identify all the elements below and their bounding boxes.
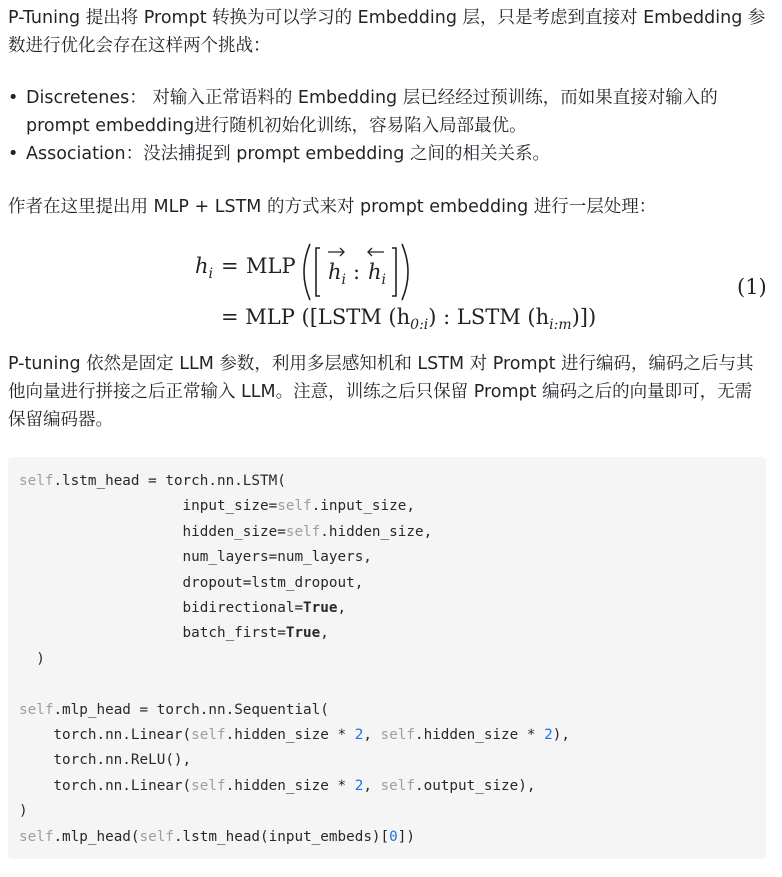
eq-h-backward-sub: i: [381, 272, 387, 289]
conclusion-line-1: P-tuning 依然是固定 LLM 参数，利用多层感知机和 LSTM 对 Prompt 进行编码，编码之后与其: [8, 354, 754, 374]
eq-h-forward-sub: i: [341, 272, 347, 289]
list-item-line-2: prompt embedding进行随机初始化训练，容易陷入局部最优。: [26, 116, 527, 136]
intro-paragraph: [8, 4, 774, 60]
code-line: torch.nn.Linear(self.hidden_size * 2, self.output_size),: [19, 777, 536, 794]
list-item-line-1: Discretenes： 对输入正常语料的 Embedding 层已经经过预训练，而如果直接对输入的: [26, 88, 718, 108]
list-item-discreteness: [8, 84, 774, 140]
code-line: ): [19, 650, 45, 667]
eq-h-backward-letter: h: [368, 260, 382, 284]
list-item-association: [8, 140, 774, 168]
equation-row-1: [195, 254, 213, 282]
bullet-marker: •: [8, 88, 19, 108]
conclusion-paragraph: [8, 350, 774, 434]
eq-h-backward: [368, 260, 386, 288]
code-line: ): [19, 803, 28, 820]
code-line: dropout=lstm_dropout,: [19, 574, 364, 591]
code-line: bidirectional=True,: [19, 600, 347, 616]
eq-h-forward-letter: h: [328, 260, 342, 284]
code-line: torch.nn.ReLU(),: [19, 752, 192, 769]
intro-line-1: P-Tuning 提出将 Prompt 转换为可以学习的 Embedding 层，只是考虑到直接对 Embedding 参: [8, 8, 766, 28]
conclusion-line-3: 保留编码器。: [8, 410, 113, 430]
code-block[interactable]: [8, 457, 766, 859]
eq-lhs: h: [195, 254, 209, 278]
code-line: torch.nn.Linear(self.hidden_size * 2, self.hidden_size * 2),: [19, 727, 570, 743]
eq-colon: :: [353, 260, 361, 284]
code-line: self.mlp_head = torch.nn.Sequential(: [19, 701, 329, 718]
eq-row2-sub2: i:m: [549, 317, 572, 334]
bullet-marker: •: [8, 144, 19, 164]
eq-h-forward: [328, 260, 346, 288]
list-item-text: Association：没法捕捉到 prompt embedding 之间的相关关系。: [26, 144, 550, 164]
intro-line-2: 数进行优化会存在这样两个挑战：: [8, 36, 271, 56]
equation-row-2: [221, 305, 596, 333]
eq-mlp: MLP: [246, 254, 296, 278]
eq-lhs-sub: i: [208, 266, 214, 283]
conclusion-line-2: 他向量进行拼接之后正常输入 LLM。注意，训练之后只保留 Prompt 编码之后的向量即可，无需: [8, 382, 753, 402]
eq-equals: =: [221, 254, 239, 278]
equation-number: (1): [737, 275, 767, 299]
eq-row2-sub1: 0:i: [410, 317, 429, 334]
code-line: self.lstm_head = torch.nn.LSTM(: [19, 473, 286, 489]
code-line: self.mlp_head(self.lstm_head(input_embeds)[0]): [19, 828, 415, 845]
code-line: input_size=self.input_size,: [19, 498, 415, 515]
eq-row2-part2: ) : LSTM (h: [428, 305, 550, 329]
code-line: num_layers=num_layers,: [19, 549, 372, 566]
code-line: batch_first=True,: [19, 625, 329, 642]
eq-row2-part1: = MLP ([LSTM (h: [221, 305, 411, 329]
code-line: hidden_size=self.hidden_size,: [19, 523, 433, 540]
list-item-text: [26, 84, 766, 140]
eq-row2-part3: )]): [571, 305, 597, 329]
method-intro: 作者在这里提出用 MLP + LSTM 的方式来对 prompt embedding 进行一层处理：: [8, 197, 657, 217]
